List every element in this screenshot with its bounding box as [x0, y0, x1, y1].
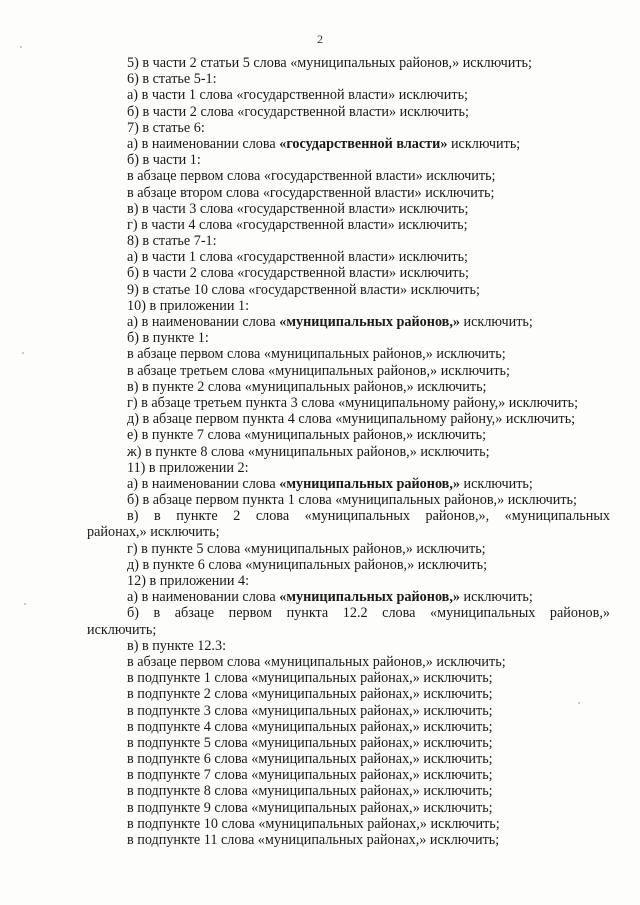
document-line	[87, 55, 610, 71]
document-line	[87, 589, 610, 605]
bold-phrase: «муниципальных районов,»	[279, 589, 460, 606]
document-line	[87, 265, 610, 281]
document-line	[87, 411, 610, 427]
document-line	[87, 800, 610, 816]
line-text: 11) в приложении 2:	[127, 459, 249, 476]
document-line	[87, 654, 610, 670]
line-text: б) в абзаце первом пункта 12.2 слова «муниципальных районов,»	[127, 605, 610, 622]
document-line	[87, 282, 610, 298]
line-text: в подпункте 9 слова «муниципальных районах,» исключить;	[127, 799, 493, 816]
line-text: б) в части 2 слова «государственной власти» исключить;	[127, 265, 469, 282]
line-text: а) в наименовании слова	[127, 589, 280, 606]
line-text: в) в пункте 12.3:	[127, 637, 227, 654]
document-line	[87, 751, 610, 767]
line-text: в подпункте 8 слова «муниципальных районах,» исключить;	[127, 783, 493, 800]
line-text: д) в пункте 6 слова «муниципальных районов,» исключить;	[127, 556, 488, 573]
line-text: е) в пункте 7 слова «муниципальных районов,» исключить;	[127, 427, 487, 444]
document-line	[87, 136, 610, 152]
document-line	[87, 217, 610, 233]
document-line	[87, 524, 610, 540]
document-line	[87, 201, 610, 217]
document-line	[87, 152, 610, 168]
document-line	[87, 185, 610, 201]
document-line	[87, 395, 610, 411]
document-line	[87, 605, 610, 621]
document-line	[87, 379, 610, 395]
document-line	[87, 816, 610, 832]
document-line	[87, 168, 610, 184]
document-line	[87, 541, 610, 557]
line-text: 9) в статье 10 слова «государственной власти» исключить;	[127, 281, 480, 298]
line-text: 10) в приложении 1:	[127, 297, 250, 314]
line-text: исключить;	[447, 135, 521, 152]
line-text: б) в части 2 слова «государственной власти» исключить;	[127, 103, 469, 120]
line-text: б) в пункте 1:	[127, 330, 209, 347]
document-line	[87, 735, 610, 751]
document-line	[87, 557, 610, 573]
line-text: в абзаце первом слова «государственной власти» исключить;	[127, 168, 496, 185]
line-text: исключить;	[460, 475, 533, 492]
document-line	[87, 476, 610, 492]
document-line	[87, 767, 610, 783]
document-line	[87, 298, 610, 314]
document-line	[87, 427, 610, 443]
bold-phrase: «государственной власти»	[279, 135, 448, 152]
document-line	[87, 703, 610, 719]
line-text: д) в абзаце первом пункта 4 слова «муниципальному району,» исключить;	[127, 411, 576, 428]
document-line	[87, 492, 610, 508]
line-text: г) в абзаце третьем пункта 3 слова «муниципальному району,» исключить;	[127, 394, 579, 411]
bold-phrase: «муниципальных районов,»	[279, 475, 460, 492]
line-text: г) в пункте 5 слова «муниципальных районов,» исключить;	[127, 540, 486, 557]
line-text: а) в наименовании слова	[127, 475, 280, 492]
line-text: г) в части 4 слова «государственной власти» исключить;	[127, 216, 468, 233]
document-line	[87, 314, 610, 330]
document-line	[87, 783, 610, 799]
line-text: 6) в статье 5-1:	[127, 71, 217, 88]
document-line	[87, 719, 610, 735]
page-number: 2	[317, 32, 323, 46]
line-text: в подпункте 7 слова «муниципальных районах,» исключить;	[127, 767, 493, 784]
document-line	[87, 832, 610, 848]
document-line	[87, 71, 610, 87]
document-line	[87, 87, 610, 103]
line-text: 5) в части 2 статьи 5 слова «муниципальных районов,» исключить;	[127, 55, 532, 71]
document-line	[87, 233, 610, 249]
line-text: 12) в приложении 4:	[127, 573, 250, 589]
line-text: исключить;	[460, 314, 533, 330]
document-line	[87, 444, 610, 460]
line-text: в подпункте 10 слова «муниципальных районах,» исключить;	[127, 815, 500, 832]
line-text: в подпункте 6 слова «муниципальных районах,» исключить;	[127, 751, 493, 768]
document-line	[87, 622, 610, 638]
line-text: а) в части 1 слова «государственной власти» исключить;	[127, 249, 468, 266]
line-text: а) в части 1 слова «государственной власти» исключить;	[127, 87, 468, 104]
line-text: в подпункте 4 слова «муниципальных районах,» исключить;	[127, 718, 493, 735]
document-line	[87, 120, 610, 136]
document-line	[87, 638, 610, 654]
line-text: в абзаце первом слова «муниципальных районов,» исключить;	[127, 346, 506, 363]
document-line	[87, 104, 610, 120]
document-line	[87, 508, 610, 524]
bold-phrase: «муниципальных районов,»	[279, 314, 460, 330]
document-line	[87, 460, 610, 476]
line-text: 7) в статье 6:	[127, 119, 205, 136]
scan-speck	[20, 46, 22, 48]
line-text: районах,» исключить;	[87, 524, 220, 541]
line-text: в) в пункте 2 слова «муниципальных районов,» исключить;	[127, 378, 487, 395]
document-line	[87, 330, 610, 346]
document-line	[87, 573, 610, 589]
document-body	[87, 55, 610, 848]
line-text: в подпункте 3 слова «муниципальных районах,» исключить;	[127, 702, 493, 719]
scan-speck	[24, 603, 26, 605]
line-text: в абзаце первом слова «муниципальных районов,» исключить;	[127, 653, 506, 670]
line-text: б) в абзаце первом пункта 1 слова «муниципальных районов,» исключить;	[127, 492, 577, 509]
line-text: в) в пункте 2 слова «муниципальных районов,», «муниципальных	[127, 508, 610, 525]
line-text: исключить;	[87, 621, 157, 638]
scan-speck	[22, 352, 24, 354]
document-line	[87, 363, 610, 379]
line-text: 8) в статье 7-1:	[127, 233, 217, 250]
line-text: в абзаце третьем слова «муниципальных районов,» исключить;	[127, 362, 510, 379]
document-line	[87, 346, 610, 362]
document-line	[87, 686, 610, 702]
line-text: а) в наименовании слова	[127, 135, 280, 152]
line-text: в подпункте 1 слова «муниципальных районах,» исключить;	[127, 670, 493, 687]
line-text: в абзаце втором слова «государственной власти» исключить;	[127, 184, 495, 201]
line-text: в) в части 3 слова «государственной власти» исключить;	[127, 200, 469, 217]
document-line	[87, 670, 610, 686]
line-text: исключить;	[460, 589, 533, 606]
scan-speck	[578, 702, 580, 704]
document-line	[87, 249, 610, 265]
line-text: ж) в пункте 8 слова «муниципальных районов,» исключить;	[127, 443, 490, 460]
line-text: в подпункте 5 слова «муниципальных районах,» исключить;	[127, 734, 493, 751]
line-text: в подпункте 11 слова «муниципальных районах,» исключить;	[127, 832, 500, 848]
line-text: в подпункте 2 слова «муниципальных районах,» исключить;	[127, 686, 493, 703]
line-text: а) в наименовании слова	[127, 314, 280, 330]
line-text: б) в части 1:	[127, 152, 201, 169]
